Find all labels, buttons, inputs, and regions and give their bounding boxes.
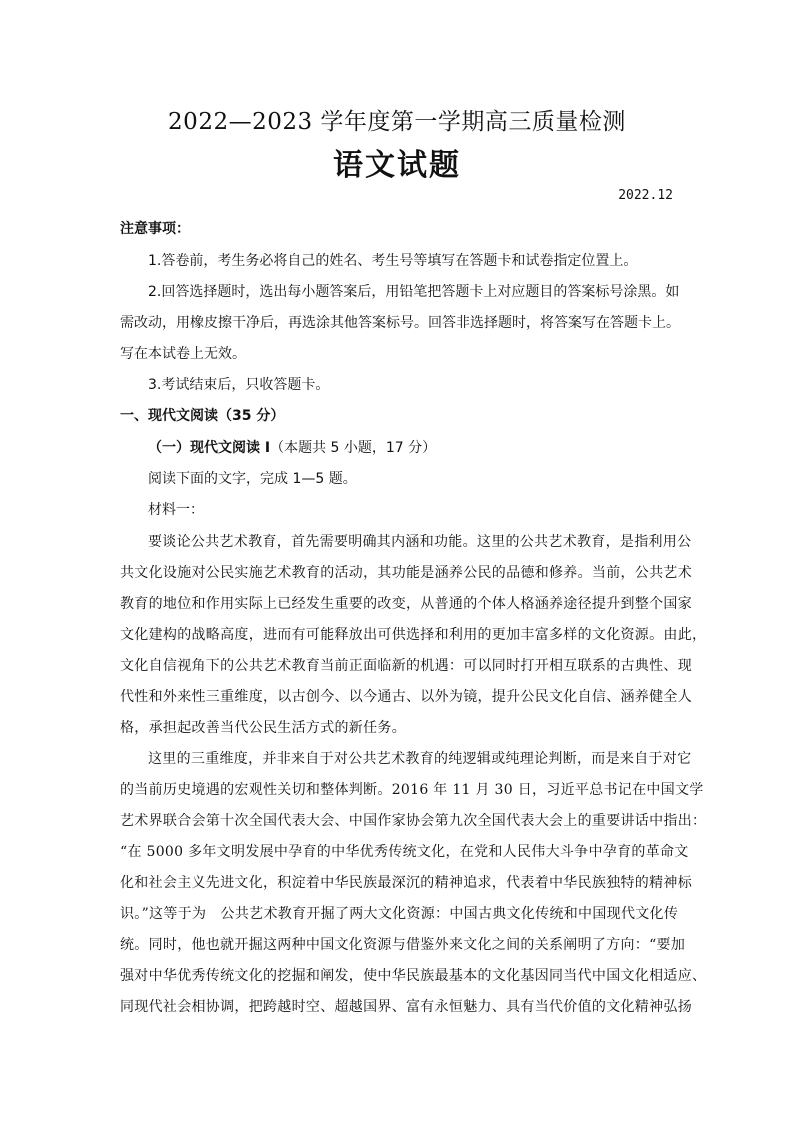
notice-heading: 注意事项： (120, 221, 190, 237)
section-heading: 一、现代文阅读（35 分） (120, 408, 285, 424)
passage-line: “在 5000 多年文明发展中孕育的中华优秀传统文化，在党和人民伟大斗争中孕育的革命文 (120, 844, 689, 860)
notice-item: 1.答卷前，考生务必将自己的姓名、考生号等填写在答题卡和试卷指定位置上。 (148, 253, 638, 269)
notice-item-continued: 写在本试卷上无效。 (120, 346, 246, 362)
passage-line: 识。”这等于为 公共艺术教育开掘了两大文化资源：中国古典文化传统和中国现代文化传 (120, 906, 679, 922)
notice-item: 3.考试结束后，只收答题卡。 (148, 377, 330, 393)
passage-line: 这里的三重维度，并非来自于对公共艺术教育的纯逻辑或纯理论判断，而是来自于对它 (148, 751, 692, 767)
passage-line: 强对中华优秀传统文化的挖掘和阐发，使中华民族最基本的文化基因同当代中国文化相适应、 (120, 968, 707, 984)
exam-title: 2022—2023 学年度第一学期高三质量检测 (168, 109, 626, 135)
subsection-heading (148, 437, 436, 457)
passage-line: 文化自信视角下的公共艺术教育当前正面临新的机遇：可以同时打开相互联系的古典性、现 (120, 658, 692, 674)
material-label: 材料一： (148, 502, 204, 518)
passage-line: 统。同时，他也就开掘这两种中国文化资源与借鉴外来文化之间的关系阐明了方向：“要加 (120, 937, 686, 953)
passage-line: 教育的地位和作用实际上已经发生重要的改变，从普通的个体人格涵养途径提升到整个国家 (120, 596, 692, 612)
subsection-title: （一）现代文阅读 I (148, 440, 271, 456)
passage-line: 文化建构的战略高度，进而有可能释放出可供选择和利用的更加丰富多样的文化资源。由此， (120, 627, 707, 643)
passage-line: 的当前历史境遇的宏观性关切和整体判断。2016 年 11 月 30 日，习近平总书记在中国文学 (120, 782, 704, 798)
passage-line: 艺术界联合会第十次全国代表大会、中国作家协会第九次全国代表大会上的重要讲话中指出： (120, 813, 707, 829)
exam-date: 2022.12 (618, 188, 673, 203)
exam-subject: 语文试题 (333, 148, 461, 183)
notice-item: 2.回答选择题时，选出每小题答案后，用铅笔把答题卡上对应题目的答案标号涂黑。如 (148, 284, 680, 300)
passage-line: 代性和外来性三重维度，以古创今、以今通古、以外为镜，提升公民文化自信、涵养健全人 (120, 689, 692, 705)
passage-line: 同现代社会相协调，把跨越时空、超越国界、富有永恒魅力、具有当代价值的文化精神弘扬 (120, 999, 692, 1015)
passage-line: 化和社会主义先进文化，积淀着中华民族最深沉的精神追求，代表着中华民族独特的精神标 (120, 875, 692, 891)
subsection-score: （本题共 5 小题，17 分） (270, 440, 437, 456)
passage-line: 格，承担起改善当代公民生活方式的新任务。 (120, 720, 406, 736)
passage-line: 要谈论公共艺术教育，首先需要明确其内涵和功能。这里的公共艺术教育，是指利用公 (148, 534, 692, 550)
notice-item-continued: 需改动，用橡皮擦干净后，再选涂其他答案标号。回答非选择题时，将答案写在答题卡上。 (120, 315, 680, 331)
reading-instruction: 阅读下面的文字，完成 1—5 题。 (148, 471, 357, 487)
passage-line: 共文化设施对公民实施艺术教育的活动，其功能是涵养公民的品德和修养。当前，公共艺术 (120, 565, 692, 581)
